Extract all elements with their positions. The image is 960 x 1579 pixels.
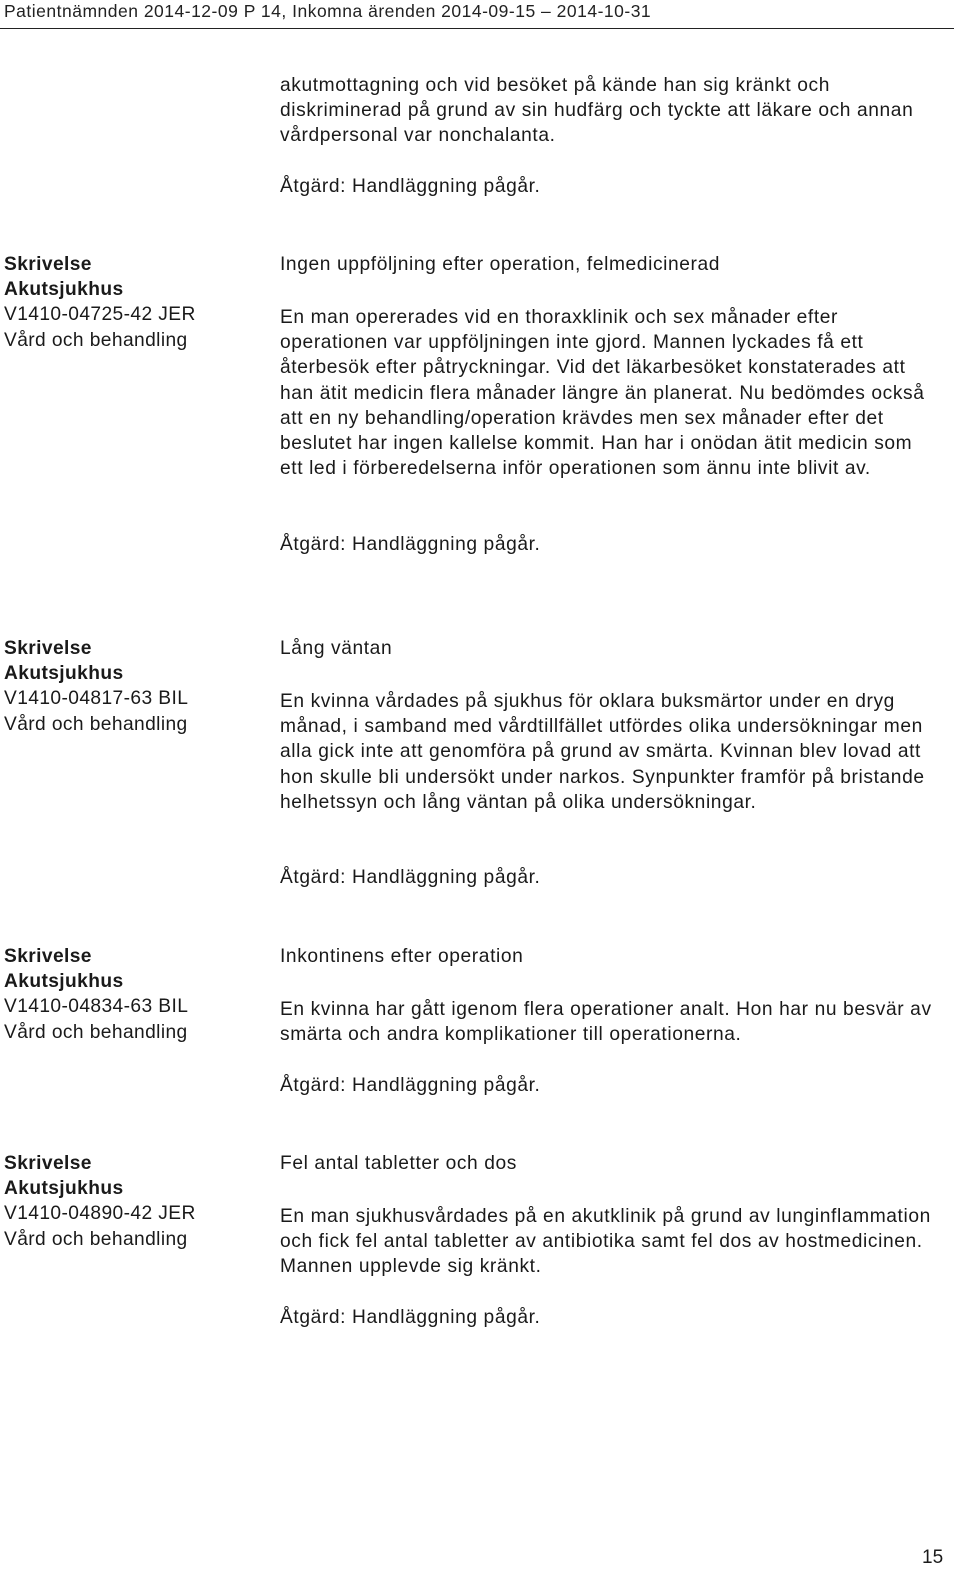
case-type: Skrivelse — [4, 946, 92, 967]
case-title: Ingen uppföljning efter operation, felmedicinerad — [280, 254, 721, 275]
case-category: Vård och behandling — [4, 329, 188, 351]
page-number: 15 — [922, 1547, 944, 1568]
case-description: En man sjukhusvårdades på en akutklinik på grund av lunginflammation och fick fel antal tabletter av antibiotika samt fel dos av hostmedicinen. Mannen upplevde sig kränkt. — [280, 1206, 931, 1278]
case-category: Vård och behandling — [4, 1021, 188, 1043]
case-unit: Akutsjukhus — [4, 663, 124, 685]
case-type: Skrivelse — [4, 254, 92, 275]
case-action: Åtgärd: Handläggning pågår. — [280, 1307, 541, 1328]
intro-action: Åtgärd: Handläggning pågår. — [280, 176, 541, 197]
case-description: En kvinna har gått igenom flera operationer analt. Hon har nu besvär av smärta och andra komplikationer till operationerna. — [280, 999, 932, 1046]
case-unit: Akutsjukhus — [4, 971, 124, 993]
case-meta — [4, 944, 264, 1045]
case-id: V1410-04890-42 JER — [4, 1203, 196, 1225]
case-meta — [4, 1151, 264, 1252]
case-title: Inkontinens efter operation — [280, 946, 524, 967]
case-id: V1410-04817-63 BIL — [4, 688, 189, 710]
case-type: Skrivelse — [4, 1153, 92, 1174]
case-meta — [4, 636, 264, 737]
case-unit: Akutsjukhus — [4, 1178, 124, 1200]
case-id: V1410-04834-63 BIL — [4, 996, 189, 1018]
case-action: Åtgärd: Handläggning pågår. — [280, 867, 541, 888]
header-text: Patientnämnden 2014-12-09 P 14, Inkomna ärenden 2014-09-15 – 2014-10-31 — [4, 1, 652, 21]
case-meta — [4, 252, 264, 353]
case-description: En kvinna vårdades på sjukhus för oklara buksmärtor under en dryg månad, i samband med vårdtillfället utfördes olika undersökningar men alla gick inte att genomföra på grund av smärta. Kvinnan blev lovad att hon skulle bli undersökt under narkos. Synpunkter framför på bristande helhetssyn och lång väntan på olika undersökningar. — [280, 691, 925, 813]
case-unit: Akutsjukhus — [4, 279, 124, 301]
case-action: Åtgärd: Handläggning pågår. — [280, 1075, 541, 1096]
case-category: Vård och behandling — [4, 1228, 188, 1250]
case-id: V1410-04725-42 JER — [4, 304, 196, 326]
case-type: Skrivelse — [4, 638, 92, 659]
case-description: En man opererades vid en thoraxklinik och sex månader efter operationen var uppföljningen inte gjord. Mannen lyckades få ett återbesök efter påtryckningar. Vid det läkarbesöket konstaterades att han ätit medicin flera månader längre än planerat. Nu bedömdes också att en ny behandling/operation krävdes men sex månader efter det beslutet har ingen kallelse kommit. Han har i onödan ätit medicin som ett led i förberedelserna inför operationen som ännu inte blivit av. — [280, 307, 925, 480]
page-header — [0, 0, 954, 29]
case-action: Åtgärd: Handläggning pågår. — [280, 534, 541, 555]
case-title: Lång väntan — [280, 638, 393, 659]
intro-text: akutmottagning och vid besöket på kände han sig kränkt och diskriminerad på grund av sin hudfärg och tyckte att läkare och annan vårdpersonal var nonchalanta. — [280, 75, 914, 147]
case-title: Fel antal tabletter och dos — [280, 1153, 517, 1174]
case-category: Vård och behandling — [4, 713, 188, 735]
